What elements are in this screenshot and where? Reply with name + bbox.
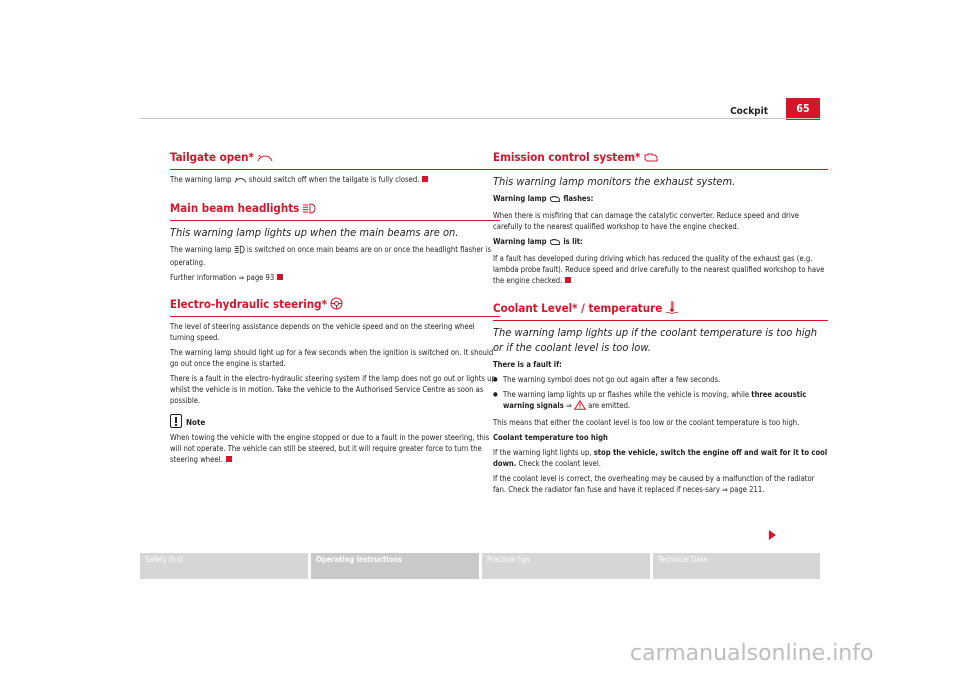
footer-tab-operating-instructions[interactable]: Operating instructions bbox=[311, 553, 479, 579]
coolant-lead: The warning lamp lights up if the coolant temperature is too high or if the coolant level is too low. bbox=[493, 326, 818, 354]
note-text: When towing the vehicle with the engine stopped or due to a fault in the power steering, this will not operate. The vehicle can still be steered, but it will require greater force to turn the steering wheel. bbox=[170, 433, 490, 464]
right-column bbox=[493, 150, 828, 495]
flashes-text: When there is misfiring that can damage the catalytic converter. Reduce speed and drive carefully to the nearest qualified workshop to have the engine checked. bbox=[493, 211, 799, 231]
emission-heading: Emission control system* bbox=[493, 150, 828, 170]
lit-label: Warning lamp is lit: bbox=[493, 236, 828, 249]
header-rule bbox=[140, 118, 820, 119]
flashes-label: Warning lamp flashes: bbox=[493, 193, 828, 206]
footer-tab-safety-first[interactable]: Safety First bbox=[140, 553, 308, 579]
main-beam-p1: The warning lamp is switched on once main beams are on or once the headlight flasher is operating. bbox=[170, 245, 492, 267]
engine-icon-inline bbox=[549, 238, 561, 249]
steering-wheel-icon bbox=[330, 297, 343, 313]
note-heading: Note bbox=[170, 414, 500, 428]
next-page-arrow-icon bbox=[769, 530, 776, 540]
fault-bullet-2: ● The warning lamp lights up or flashes while the vehicle is moving, while three acoustic warning signals ⇒ are emitted. bbox=[493, 389, 828, 413]
tailgate-icon-inline bbox=[234, 176, 247, 187]
main-beam-icon-inline bbox=[234, 245, 245, 257]
footer-tab-technical-data[interactable]: Technical Data bbox=[653, 553, 820, 579]
coolant-heading: Coolant Level* / temperature bbox=[493, 300, 828, 321]
steering-heading: Electro-hydraulic steering* bbox=[170, 297, 500, 317]
steering-section bbox=[170, 297, 500, 465]
coolant-means: This means that either the coolant level is too low or the coolant temperature is too high. bbox=[493, 418, 800, 427]
main-beam-p2: Further information ⇒ page 93 bbox=[170, 272, 500, 283]
watermark: carmanualsonline.info bbox=[630, 641, 874, 666]
section-title: Cockpit bbox=[730, 106, 768, 117]
coolant-high-label: Coolant temperature too high bbox=[493, 433, 608, 442]
steering-p2: The warning lamp should light up for a few seconds when the ignition is switched on. It should go out once the engine is started. bbox=[170, 348, 494, 368]
engine-icon bbox=[643, 152, 659, 166]
page-number: 65 bbox=[786, 98, 820, 120]
steering-p1: The level of steering assistance depends on the vehicle speed and on the steering wheel turning speed. bbox=[170, 322, 475, 342]
main-beam-heading: Main beam headlights bbox=[170, 201, 500, 221]
main-beam-lead: This warning lamp lights up when the main beams are on. bbox=[170, 226, 459, 239]
tailgate-section bbox=[170, 150, 500, 187]
end-mark bbox=[226, 456, 232, 462]
engine-icon-inline bbox=[549, 195, 561, 206]
lit-text: If a fault has developed during driving which has reduced the quality of the exhaust gas (e.g. lambda probe fault). Reduce speed and drive carefully to the nearest qualified workshop to have the engine checked. bbox=[493, 254, 825, 285]
note-icon bbox=[170, 414, 182, 428]
coolant-high-text: If the warning light lights up, stop the vehicle, switch the engine off and wait for it to cool down. Check the coolant level. bbox=[493, 448, 828, 468]
warning-triangle-icon bbox=[574, 400, 586, 413]
end-mark bbox=[565, 277, 571, 283]
tailgate-heading: Tailgate open* bbox=[170, 150, 500, 170]
coolant-section bbox=[493, 300, 828, 495]
left-column bbox=[170, 150, 500, 465]
main-beam-icon bbox=[302, 203, 316, 217]
tailgate-text: The warning lamp should switch off when the tailgate is fully closed. bbox=[170, 174, 500, 187]
main-beam-section bbox=[170, 201, 500, 283]
end-mark bbox=[277, 274, 283, 280]
coolant-thermometer-icon bbox=[665, 300, 679, 317]
fault-label: There is a fault if: bbox=[493, 360, 562, 369]
tailgate-icon bbox=[257, 152, 273, 166]
emission-lead: This warning lamp monitors the exhaust system. bbox=[493, 175, 736, 188]
steering-p3: There is a fault in the electro-hydraulic steering system if the lamp does not go out or lights up whilst the vehicle is in motion. Take the vehicle to the Authorised Service Centre as soon as possible. bbox=[170, 374, 496, 405]
coolant-fan-text: If the coolant level is correct, the overheating may be caused by a malfunction of the radiator fan. Check the radiator fan fuse and have it replaced if neces-sary ⇒ page 211. bbox=[493, 474, 815, 494]
emission-section bbox=[493, 150, 828, 286]
footer-tab-practical-tips[interactable]: Practical tips bbox=[482, 553, 650, 579]
fault-bullet-1: ● The warning symbol does not go out again after a few seconds. bbox=[493, 374, 828, 385]
end-mark bbox=[422, 176, 428, 182]
